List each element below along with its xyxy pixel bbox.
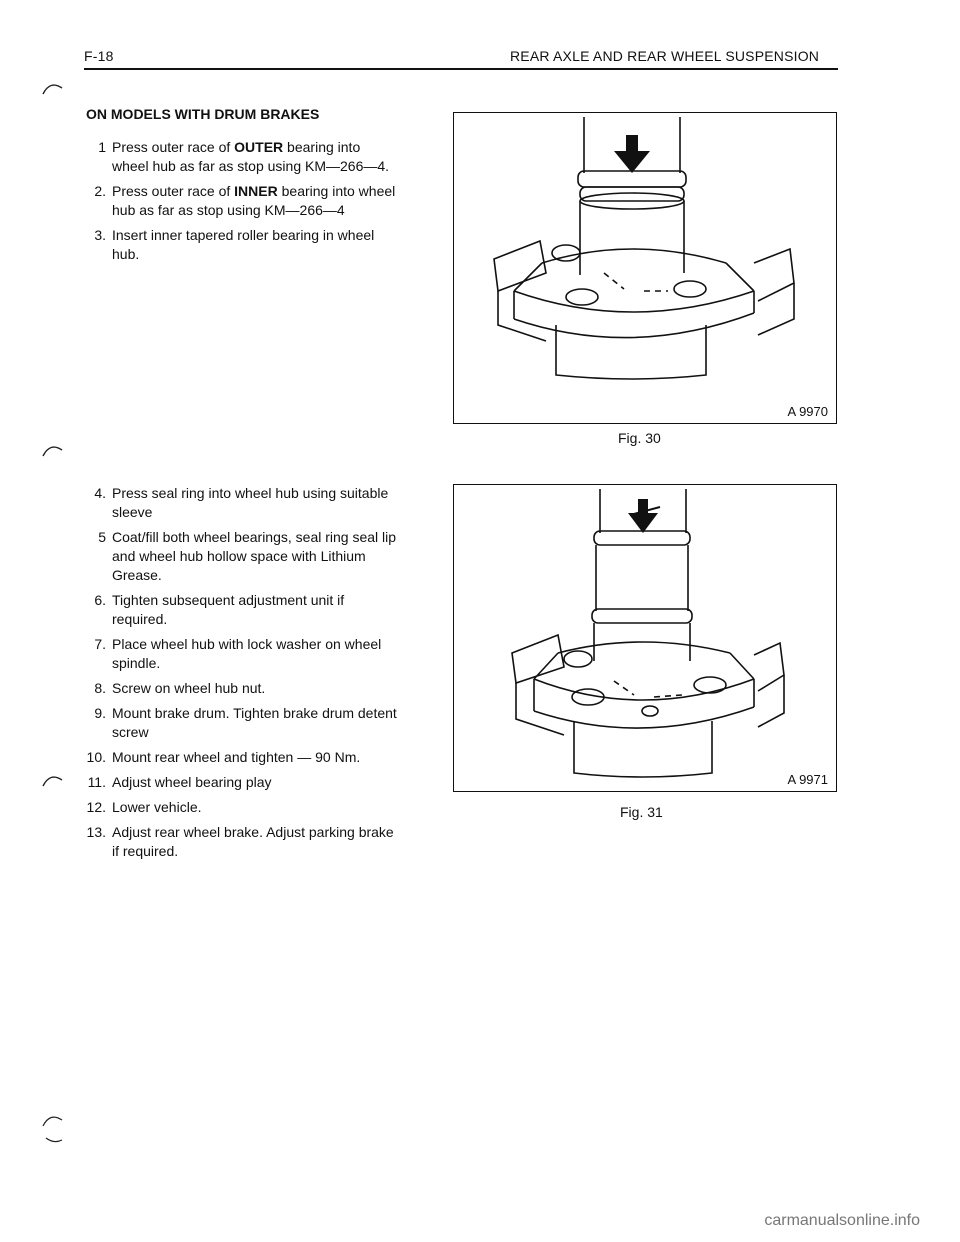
step-item bbox=[78, 823, 400, 861]
step-item bbox=[78, 484, 400, 522]
section-title: ON MODELS WITH DRUM BRAKES bbox=[86, 106, 320, 122]
step-item bbox=[78, 182, 400, 220]
step-text: Mount brake drum. Tighten brake drum detent screw bbox=[112, 705, 397, 740]
step-text: Lower vehicle. bbox=[112, 799, 202, 815]
step-text: Press outer race of OUTER bearing into wheel hub as far as stop using KM—266—4. bbox=[112, 139, 390, 174]
figure-code: A 9971 bbox=[787, 772, 828, 787]
figure-caption: Fig. 30 bbox=[618, 430, 661, 446]
step-text: Adjust rear wheel brake. Adjust parking brake if required. bbox=[112, 824, 394, 859]
running-header-title: REAR AXLE AND REAR WHEEL SUSPENSION bbox=[510, 48, 820, 64]
step-text: Place wheel hub with lock washer on wheel spindle. bbox=[112, 636, 382, 671]
step-item bbox=[78, 528, 400, 585]
figure-30 bbox=[453, 112, 837, 424]
step-item bbox=[78, 748, 400, 767]
step-text: Mount rear wheel and tighten — 90 Nm. bbox=[112, 749, 361, 765]
margin-mark-icon bbox=[40, 78, 66, 98]
step-number: 2. bbox=[94, 183, 106, 199]
step-text: Press seal ring into wheel hub using suitable sleeve bbox=[112, 485, 389, 520]
page-number: F-18 bbox=[84, 48, 114, 64]
step-item bbox=[78, 138, 400, 176]
figure-caption: Fig. 31 bbox=[620, 804, 663, 820]
step-text: Adjust wheel bearing play bbox=[112, 774, 272, 790]
step-item bbox=[78, 773, 400, 792]
step-item bbox=[78, 798, 400, 817]
step-item bbox=[78, 591, 400, 629]
step-text: Tighten subsequent adjustment unit if required. bbox=[112, 592, 345, 627]
step-number: 8. bbox=[94, 680, 106, 696]
step-number: 1 bbox=[98, 139, 106, 155]
header-rule bbox=[84, 68, 838, 70]
figure-31 bbox=[453, 484, 837, 792]
margin-mark-icon bbox=[40, 770, 66, 790]
margin-mark-icon bbox=[40, 1110, 66, 1150]
step-number: 13. bbox=[86, 824, 106, 840]
steps-list-b bbox=[78, 484, 400, 867]
wheel-hub-press-illustration bbox=[454, 113, 836, 423]
step-number: 3. bbox=[94, 227, 106, 243]
step-number: 10. bbox=[86, 749, 106, 765]
step-item bbox=[78, 704, 400, 742]
step-text: Coat/fill both wheel bearings, seal ring seal lip and wheel hub hollow space with Lithium Grease. bbox=[112, 529, 397, 583]
step-number: 4. bbox=[94, 485, 106, 501]
step-number: 5 bbox=[98, 529, 106, 545]
margin-mark-icon bbox=[40, 440, 66, 460]
step-text: Screw on wheel hub nut. bbox=[112, 680, 266, 696]
step-item bbox=[78, 226, 400, 264]
figure-code: A 9970 bbox=[787, 404, 828, 419]
step-item bbox=[78, 679, 400, 698]
step-number: 11. bbox=[87, 774, 106, 790]
watermark: carmanualsonline.info bbox=[764, 1212, 920, 1229]
seal-ring-press-illustration bbox=[454, 485, 836, 791]
step-item bbox=[78, 635, 400, 673]
steps-list-a bbox=[78, 138, 400, 270]
step-number: 9. bbox=[94, 705, 106, 721]
step-number: 7. bbox=[94, 636, 106, 652]
step-text: Press outer race of INNER bearing into wheel hub as far as stop using KM—266—4 bbox=[112, 183, 396, 218]
step-number: 6. bbox=[94, 592, 106, 608]
step-number: 12. bbox=[86, 799, 106, 815]
step-text: Insert inner tapered roller bearing in wheel hub. bbox=[112, 227, 375, 262]
